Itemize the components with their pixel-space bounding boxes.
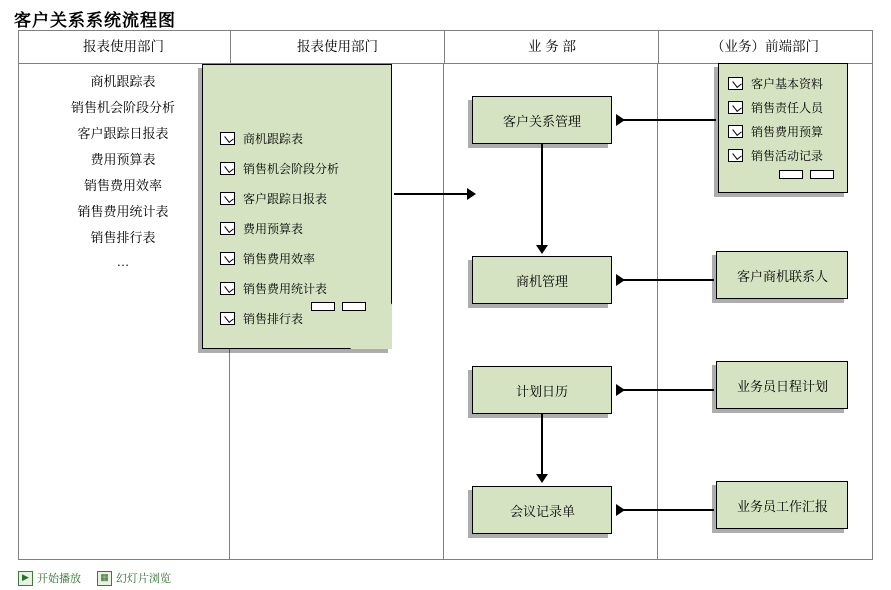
customer-info-checklist xyxy=(728,75,838,171)
column-header-label: 报表使用部门 xyxy=(83,39,165,54)
play-icon: ▶ xyxy=(18,571,33,586)
check-icon xyxy=(220,312,235,325)
check-icon xyxy=(728,77,743,90)
node-label: 商机管理 xyxy=(516,273,569,289)
list-item-label: 费用预算表 xyxy=(243,222,304,236)
column-header-label: 报表使用部门 xyxy=(297,39,378,54)
connector-crm-to-reports xyxy=(394,193,472,195)
check-icon xyxy=(728,101,743,114)
list-item-label: 销售费用统计表 xyxy=(243,282,328,296)
connector-meeting-to-record xyxy=(621,509,714,511)
mini-bar xyxy=(779,170,803,179)
node-label: 业务员日程计划 xyxy=(736,378,828,394)
list-item[interactable] xyxy=(220,220,376,237)
connector-diary-to-meeting xyxy=(542,414,544,477)
node-customer-relation-mgmt[interactable] xyxy=(472,96,612,144)
arrowhead xyxy=(616,384,625,396)
status-item-slide-sorter[interactable] xyxy=(97,570,171,586)
node-label: 业务员工作汇报 xyxy=(736,498,828,514)
list-item-label: 销售费用预算 xyxy=(751,125,824,139)
report-line: 费用预算表 xyxy=(90,152,156,167)
list-item[interactable] xyxy=(220,130,376,147)
column-divider-2 xyxy=(443,63,444,560)
status-bar xyxy=(18,570,171,586)
list-item[interactable] xyxy=(220,160,376,177)
report-usage-text-block xyxy=(19,69,227,273)
node-customer-contact-person[interactable] xyxy=(716,251,848,299)
arrowhead xyxy=(616,504,625,516)
column-header-sales-front xyxy=(658,31,872,63)
node-plan-diary[interactable] xyxy=(472,366,612,414)
status-item-slideshow[interactable] xyxy=(18,570,81,586)
check-icon xyxy=(728,125,743,138)
report-line: 销售排行表 xyxy=(90,230,156,245)
report-line: 销售费用统计表 xyxy=(77,204,169,219)
status-item-label: 开始播放 xyxy=(37,573,81,585)
column-divider-1 xyxy=(657,63,658,560)
list-item-label: 销售责任人员 xyxy=(751,101,824,115)
node-label: 客户商机联系人 xyxy=(736,268,828,284)
report-line: 商机跟踪表 xyxy=(90,74,156,89)
check-icon xyxy=(220,282,235,295)
column-header-report-1 xyxy=(230,31,444,63)
node-sales-staff-plan[interactable] xyxy=(716,361,848,409)
node-merchant-mgmt[interactable] xyxy=(472,256,612,304)
list-item[interactable] xyxy=(220,280,376,297)
report-line: 销售费用效率 xyxy=(83,178,162,193)
page-title xyxy=(14,6,176,31)
note-mini-bars xyxy=(779,170,834,179)
arrowhead xyxy=(536,245,548,254)
report-line-ellipsis: … xyxy=(116,254,130,269)
report-line: 销售机会阶段分析 xyxy=(70,100,175,115)
list-item-label: 销售活动记录 xyxy=(751,149,824,163)
report-line: 客户跟踪日报表 xyxy=(77,126,169,141)
check-icon xyxy=(728,149,743,162)
list-item[interactable] xyxy=(220,310,376,327)
mini-bar xyxy=(342,302,366,311)
mini-bar xyxy=(311,302,335,311)
node-label: 计划日历 xyxy=(516,383,569,399)
list-item[interactable] xyxy=(728,147,838,164)
list-item-label: 销售机会阶段分析 xyxy=(243,162,340,176)
list-item-label: 销售排行表 xyxy=(243,312,304,326)
note-mini-bars xyxy=(311,302,366,311)
list-item-label: 客户跟踪日报表 xyxy=(243,192,328,206)
grid-icon: ▦ xyxy=(97,571,112,586)
connector-crm-to-merchant xyxy=(542,144,544,249)
connector-customerinfo-to-crm xyxy=(621,119,716,121)
column-header-report-2 xyxy=(18,31,230,63)
list-item[interactable] xyxy=(728,123,838,140)
column-header-label: 业 务 部 xyxy=(527,39,576,54)
status-item-label: 幻灯片浏览 xyxy=(116,573,171,585)
list-item-label: 商机跟踪表 xyxy=(243,132,304,146)
node-sales-staff-meeting[interactable] xyxy=(716,481,848,529)
list-item-label: 客户基本资料 xyxy=(751,77,824,91)
customer-info-note[interactable] xyxy=(718,63,848,193)
arrowhead xyxy=(467,188,476,200)
list-item[interactable] xyxy=(728,99,838,116)
column-header-business xyxy=(444,31,658,63)
column-header-label: （业务）前端部门 xyxy=(711,39,820,54)
node-label: 客户关系管理 xyxy=(503,113,582,129)
arrowhead xyxy=(616,114,625,126)
diagram-frame xyxy=(18,30,873,560)
list-item[interactable] xyxy=(728,75,838,92)
list-item-label: 销售费用效率 xyxy=(243,252,316,266)
list-item[interactable] xyxy=(220,250,376,267)
list-item[interactable] xyxy=(220,190,376,207)
arrowhead xyxy=(536,474,548,483)
mini-bar xyxy=(810,170,834,179)
connector-plan-to-diary xyxy=(621,389,714,391)
node-meeting-record[interactable] xyxy=(472,486,612,534)
node-label: 会议记录单 xyxy=(509,503,575,519)
report-output-note[interactable] xyxy=(202,64,392,349)
connector-contact-to-merchant xyxy=(621,279,714,281)
page-title-text: 客户关系系统流程图 xyxy=(14,11,176,30)
arrowhead xyxy=(616,274,625,286)
